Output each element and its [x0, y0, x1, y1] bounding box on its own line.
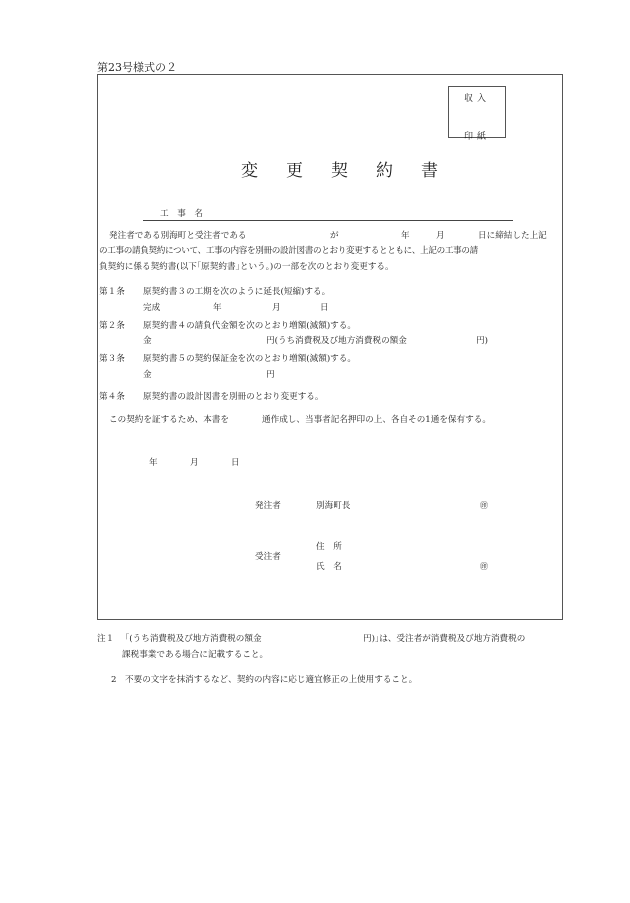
intro-line1-d: 月 [436, 231, 445, 241]
note1-number: 注１ [97, 634, 115, 644]
stamp-label-bottom: 印紙 [463, 132, 490, 142]
article2-number: 第２条 [99, 321, 125, 331]
intro-line1-b: が [330, 231, 339, 241]
contractor-seal-mark: ㊞ [480, 562, 488, 571]
note2-text: 不要の文字を抹消するなど、契約の内容に応じ適宜修正の上使用すること。 [125, 675, 418, 685]
article1-year-label: 年 [213, 303, 222, 313]
note2-number: 2 [111, 675, 117, 685]
contractor-address-label: 住 所 [316, 542, 342, 552]
orderer-name: 別海町長 [316, 501, 351, 511]
orderer-seal-mark: ㊞ [480, 501, 488, 510]
contractor-name-label: 氏 名 [316, 562, 342, 572]
closing-text-a: この契約を証するため、本書を [109, 415, 229, 425]
document-title: 変更契約書 [241, 161, 466, 181]
document-frame [97, 74, 563, 620]
project-name-label: 工 事 名 [160, 209, 203, 219]
article3-kin-label: 金 [143, 370, 152, 380]
article1-day-label: 日 [320, 303, 329, 313]
intro-line3: 負契約に係る契約書(以下｢原契約書｣という。)の一部を次のとおり変更する。 [99, 262, 394, 272]
intro-line1-a: 発注者である別海町と受注者である [109, 231, 247, 241]
note1-line1-b: 円)｣は、受注者が消費税及び地方消費税の [363, 634, 526, 644]
article1-completion-label: 完成 [143, 303, 161, 313]
article2-text: 原契約書４の請負代金額を次のとおり増額(減額)する。 [143, 321, 356, 331]
intro-line1-e: 日に締結した上記 [478, 231, 547, 241]
article2-kin-label: 金 [143, 336, 152, 346]
note1-line2: 課税事業である場合に記載すること。 [122, 650, 269, 660]
closing-text-b: 通作成し、当事者記名押印の上、各自その1通を保有する。 [262, 415, 491, 425]
orderer-label: 発注者 [255, 501, 281, 511]
date-year-label: 年 [149, 458, 158, 468]
date-month-label: 月 [190, 458, 199, 468]
stamp-label-top: 収入 [463, 94, 490, 104]
article1-number: 第１条 [99, 287, 125, 297]
article4-text: 原契約書の設計図書を別冊のとおり変更する。 [143, 392, 324, 402]
contractor-label: 受注者 [255, 552, 281, 562]
intro-line2: の工事の請負契約について、工事の内容を別冊の設計図書のとおり変更するとともに、上記の工事の請 [99, 246, 478, 256]
form-number-label: 第23号様式の２ [97, 61, 177, 74]
article1-text: 原契約書３の工期を次のように延長(短縮)する。 [143, 287, 331, 297]
article3-text: 原契約書５の契約保証金を次のとおり増額(減額)する。 [143, 354, 356, 364]
article4-number: 第４条 [99, 392, 125, 402]
date-day-label: 日 [231, 458, 240, 468]
note1-line1-a: ｢(うち消費税及び地方消費税の額金 [125, 634, 262, 644]
article2-yen-close: 円) [476, 336, 488, 346]
intro-line1-c: 年 [401, 231, 410, 241]
project-name-underline [143, 220, 513, 221]
article3-number: 第３条 [99, 354, 125, 364]
article1-month-label: 月 [272, 303, 281, 313]
article2-yen-tax-label: 円(うち消費税及び地方消費税の額金 [266, 336, 407, 346]
revenue-stamp-box [448, 86, 506, 142]
article3-yen-label: 円 [266, 370, 275, 380]
